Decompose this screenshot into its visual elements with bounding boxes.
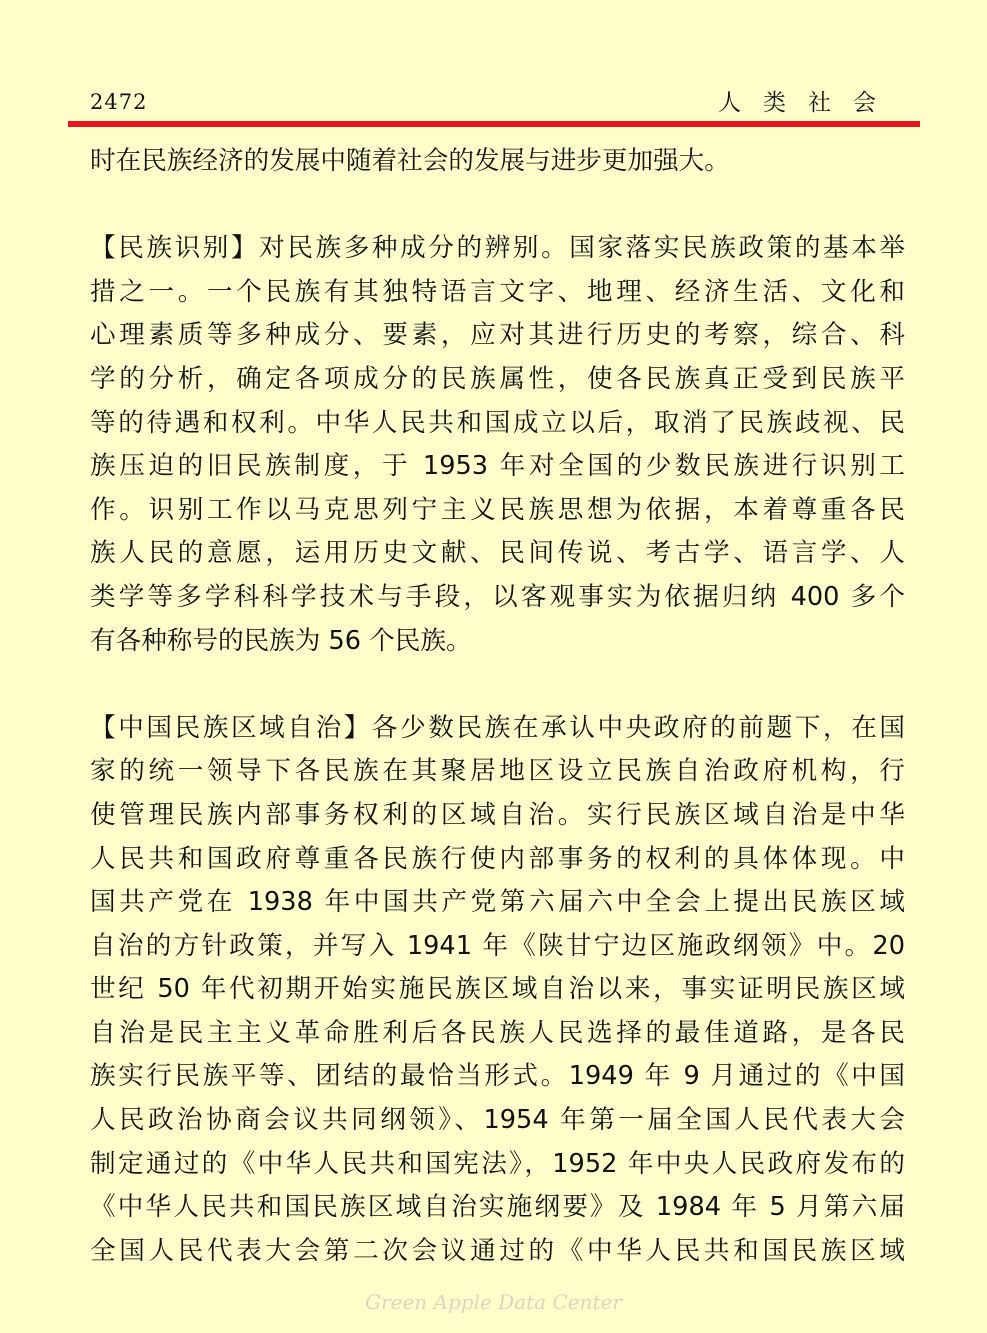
running-title: 人类社会 <box>718 90 898 116</box>
paragraph-3-line-7: 世纪 50 年代初期开始实施民族区域自治以来，事实证明民族区域 <box>90 974 905 1005</box>
paragraph-2-line-9: 类学等多学科科学技术与手段，以客观事实为依据归纳 400 多个 <box>90 581 905 612</box>
paragraph-2-line-4: 学的分析，确定各项成分的民族属性，使各民族真正受到民族平 <box>90 363 905 394</box>
header-rule <box>68 121 920 127</box>
paragraph-3-line-3: 使管理民族内部事务权利的区域自治。实行民族区域自治是中华 <box>90 799 905 830</box>
paragraph-3-line-11: 制定通过的《中华人民共和国宪法》，1952 年中央人民政府发布的 <box>90 1148 905 1179</box>
paragraph-2-line-3: 心理素质等多种成分、要素，应对其进行历史的考察，综合、科 <box>90 320 905 351</box>
paragraph-2-line-8: 族人民的意愿，运用历史文献、民间传说、考古学、语言学、人 <box>90 538 905 569</box>
watermark: Green Apple Data Center <box>365 1290 622 1314</box>
paragraph-3-line-5: 国共产党在 1938 年中国共产党第六届六中全会上提出民族区域 <box>90 887 905 918</box>
paragraph-3-line-6: 自治的方针政策，并写入 1941 年《陕甘宁边区施政纲领》中。20 <box>90 930 905 961</box>
paragraph-2-line-6: 族压迫的旧民族制度，于 1953 年对全国的少数民族进行识别工 <box>90 451 905 482</box>
paragraph-3-line-2: 家的统一领导下各民族在其聚居地区设立民族自治政府机构，行 <box>90 756 905 787</box>
paragraph-3-line-4: 人民共和国政府尊重各民族行使内部事务的权利的具体体现。中 <box>90 843 905 874</box>
page-number: 2472 <box>90 90 148 114</box>
body-text <box>90 140 905 1273</box>
paragraph-3-line-10: 人民政治协商会议共同纲领》、1954 年第一届全国人民代表大会 <box>90 1105 905 1136</box>
paragraph-3-line-1: 【中国民族区域自治】各少数民族在承认中央政府的前题下，在国 <box>90 712 905 743</box>
paragraph-1-line-1: 时在民族经济的发展中随着社会的发展与进步更加强大。 <box>90 146 730 176</box>
paragraph-3-line-8: 自治是民主主义革命胜利后各民族人民选择的最佳道路，是各民 <box>90 1017 905 1048</box>
paragraph-2-line-2: 措之一。一个民族有其独特语言文字、地理、经济生活、文化和 <box>90 276 905 307</box>
paragraph-3-line-12: 《中华人民共和国民族区域自治实施纲要》及 1984 年 5 月第六届 <box>90 1192 905 1223</box>
paragraph-2-line-7: 作。识别工作以马克思列宁主义民族思想为依据，本着尊重各民 <box>90 494 905 525</box>
paragraph-3-line-9: 族实行民族平等、团结的最恰当形式。1949 年 9 月通过的《中国 <box>90 1061 905 1092</box>
page-header <box>90 82 902 118</box>
paragraph-3-line-13: 全国人民代表大会第二次会议通过的《中华人民共和国民族区域 <box>90 1235 905 1266</box>
paragraph-2-line-5: 等的待遇和权利。中华人民共和国成立以后，取消了民族歧视、民 <box>90 407 905 438</box>
paragraph-2-line-10: 有各种称号的民族为 56 个民族。 <box>90 625 472 656</box>
paragraph-2-line-1: 【民族识别】对民族多种成分的辨别。国家落实民族政策的基本举 <box>90 233 905 264</box>
